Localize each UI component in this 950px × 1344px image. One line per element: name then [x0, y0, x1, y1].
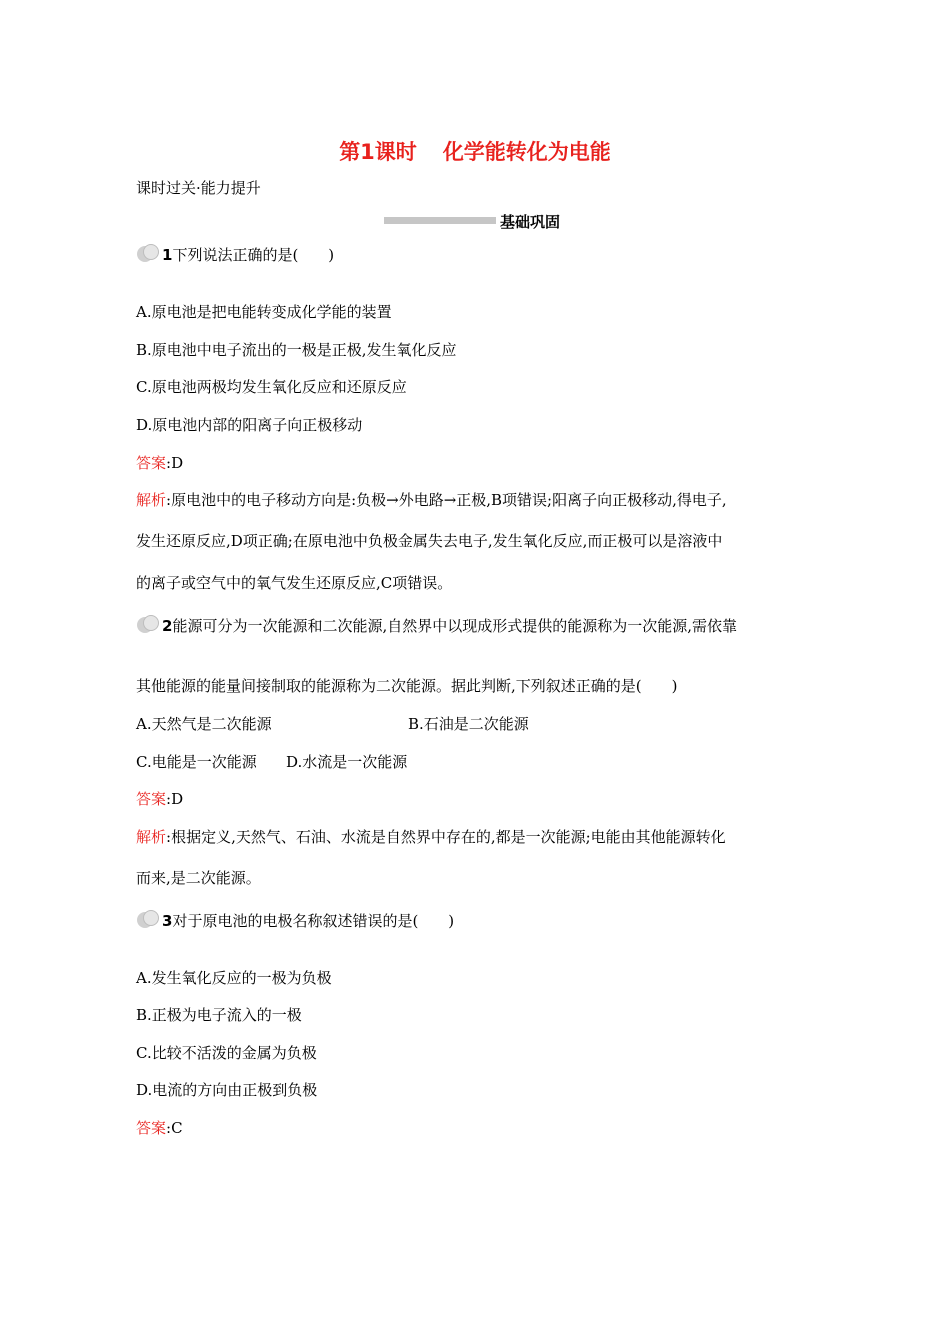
q1-analysis-line-3: 的离子或空气中的氧气发生还原反应,C项错误。: [136, 574, 453, 592]
question-1-stem: 1下列说法正确的是( ): [162, 246, 335, 264]
q3-option-d: D.电流的方向由正极到负极: [136, 1081, 318, 1099]
q1-analysis-line-1: 解析:原电池中的电子移动方向是:负极→外电路→正极,B项错误;阳离子向正极移动,得电子,: [136, 491, 727, 509]
question-2-stem-line-2: 其他能源的能量间接制取的能源称为二次能源。据此判断,下列叙述正确的是( ): [136, 677, 678, 695]
section-heading: 基础巩固: [500, 213, 561, 231]
q2-option-b: B.石油是二次能源: [408, 715, 529, 733]
q1-analysis-line-2: 发生还原反应,D项正确;在原电池中负极金属失去电子,发生氧化反应,而正极可以是溶液中: [136, 532, 723, 550]
question-3-stem: 3对于原电池的电极名称叙述错误的是( ): [162, 912, 455, 930]
question-number: 3: [162, 912, 173, 930]
section-bar: [384, 217, 496, 224]
q2-option-d: D.水流是一次能源: [286, 753, 408, 771]
q2-option-c: C.电能是一次能源: [136, 753, 257, 771]
q3-option-b: B.正极为电子流入的一极: [136, 1006, 302, 1024]
lesson-topic: 化学能转化为电能: [442, 140, 611, 164]
q1-answer: 答案:D: [136, 454, 184, 472]
q2-option-a: A.天然气是二次能源: [136, 715, 272, 733]
q3-answer: 答案:C: [136, 1119, 183, 1137]
question-bullet-icon: [137, 910, 161, 928]
q2-analysis-line-2: 而来,是二次能源。: [136, 869, 261, 887]
question-number: 1: [162, 246, 173, 264]
q2-analysis-line-1: 解析:根据定义,天然气、石油、水流是自然界中存在的,都是一次能源;电能由其他能源转化: [136, 828, 726, 846]
q3-option-c: C.比较不活泼的金属为负极: [136, 1044, 317, 1062]
q3-option-a: A.发生氧化反应的一极为负极: [136, 969, 332, 987]
question-bullet-icon: [137, 244, 161, 262]
page-title: [0, 138, 950, 166]
question-number: 2: [162, 617, 173, 635]
q1-option-d: D.原电池内部的阳离子向正极移动: [136, 416, 363, 434]
q2-answer: 答案:D: [136, 790, 184, 808]
page-subtitle: 课时过关·能力提升: [136, 179, 261, 197]
q1-option-b: B.原电池中电子流出的一极是正极,发生氧化反应: [136, 341, 457, 359]
q1-option-c: C.原电池两极均发生氧化反应和还原反应: [136, 378, 407, 396]
question-2-stem-line-1: 2能源可分为一次能源和二次能源,自然界中以现成形式提供的能源称为一次能源,需依靠: [162, 617, 737, 635]
q1-option-a: A.原电池是把电能转变成化学能的装置: [136, 303, 392, 321]
lesson-number: 第1课时: [339, 140, 417, 164]
question-bullet-icon: [137, 615, 161, 633]
